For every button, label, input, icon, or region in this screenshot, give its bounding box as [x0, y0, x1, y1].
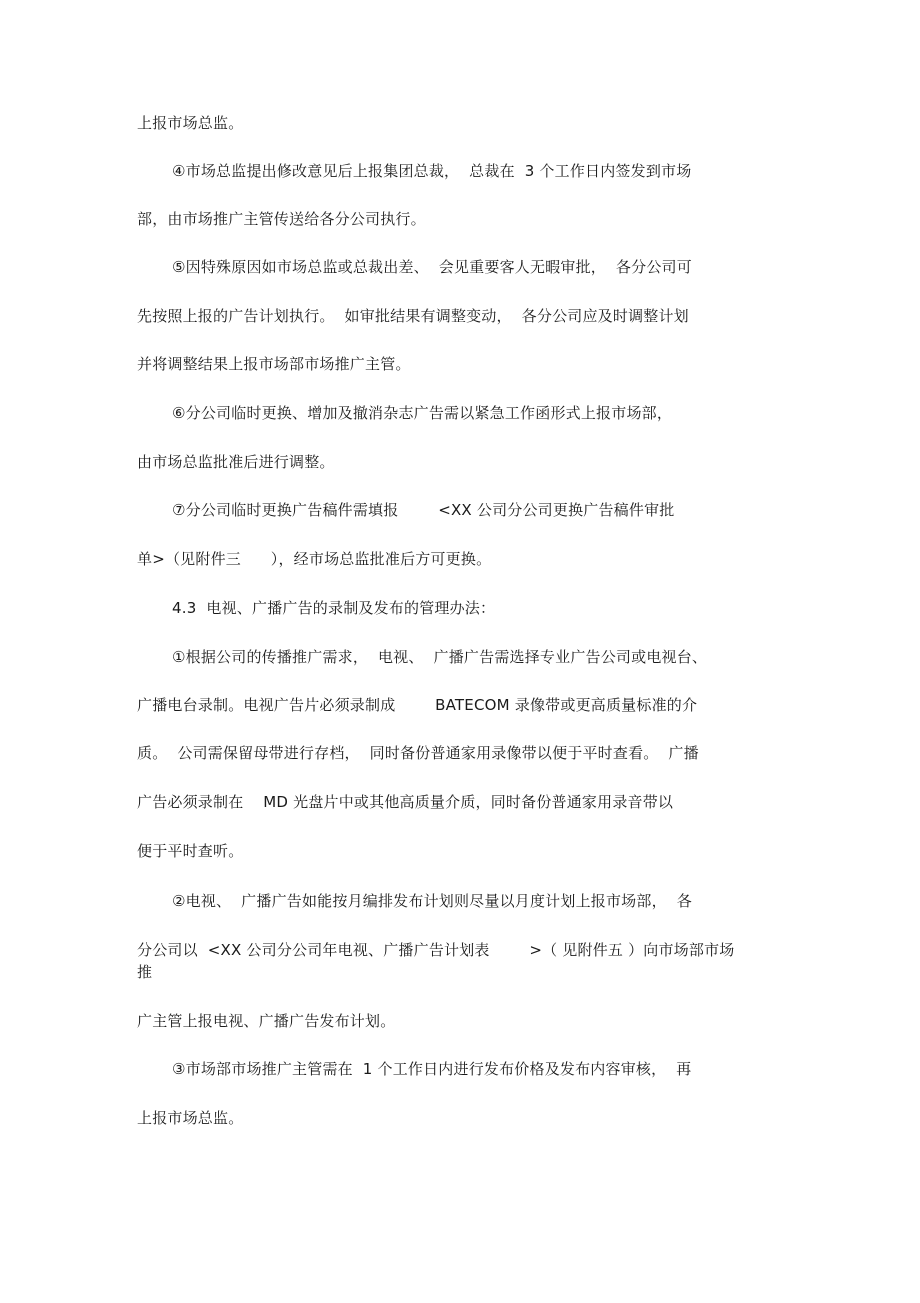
text-line: ③市场部市场推广主管需在 1 个工作日内进行发布价格及发布内容审核， 再 [172, 1060, 692, 1078]
text-line: ④市场总监提出修改意见后上报集团总裁， 总裁在 3 个工作日内签发到市场 [172, 162, 692, 180]
text-line: 上报市场总监。 [137, 114, 244, 132]
text-line: 单>（见附件三 ），经市场总监批准后方可更换。 [137, 550, 492, 568]
text-line: 分公司以 <XX 公司分公司年电视、广播广告计划表 >（ 见附件五 ）向市场部市场 [137, 941, 735, 959]
text-line: 广告必须录制在 MD 光盘片中或其他高质量介质，同时备份普通家用录音带以 [137, 793, 674, 811]
text-line: ⑦分公司临时更换广告稿件需填报 <XX 公司分公司更换广告稿件审批 [172, 501, 675, 519]
text-line: 推 [137, 963, 153, 981]
text-line: 广主管上报电视、广播广告发布计划。 [137, 1012, 396, 1030]
text-line: ②电视、 广播广告如能按月编排发布计划则尽量以月度计划上报市场部， 各 [172, 892, 692, 910]
text-line: 广播电台录制。电视广告片必须录制成 BATECOM 录像带或更高质量标准的介 [137, 696, 698, 714]
text-line: 便于平时查听。 [137, 842, 244, 860]
text-line: ⑤因特殊原因如市场总监或总裁出差、 会见重要客人无暇审批， 各分公司可 [172, 258, 692, 276]
text-line: 先按照上报的广告计划执行。 如审批结果有调整变动， 各分公司应及时调整计划 [137, 307, 689, 325]
text-line: ⑥分公司临时更换、增加及撤消杂志广告需以紧急工作函形式上报市场部， [172, 404, 673, 422]
text-line: 上报市场总监。 [137, 1109, 244, 1127]
section-heading: 4.3 电视、广播广告的录制及发布的管理办法： [172, 599, 496, 617]
text-line: 部，由市场推广主管传送给各分公司执行。 [137, 210, 426, 228]
text-line: 由市场总监批准后进行调整。 [137, 453, 335, 471]
text-line: 质。 公司需保留母带进行存档， 同时备份普通家用录像带以便于平时查看。 广播 [137, 744, 699, 762]
text-line: ①根据公司的传播推广需求， 电视、 广播广告需选择专业广告公司或电视台、 [172, 648, 708, 666]
text-line: 并将调整结果上报市场部市场推广主管。 [137, 355, 411, 373]
